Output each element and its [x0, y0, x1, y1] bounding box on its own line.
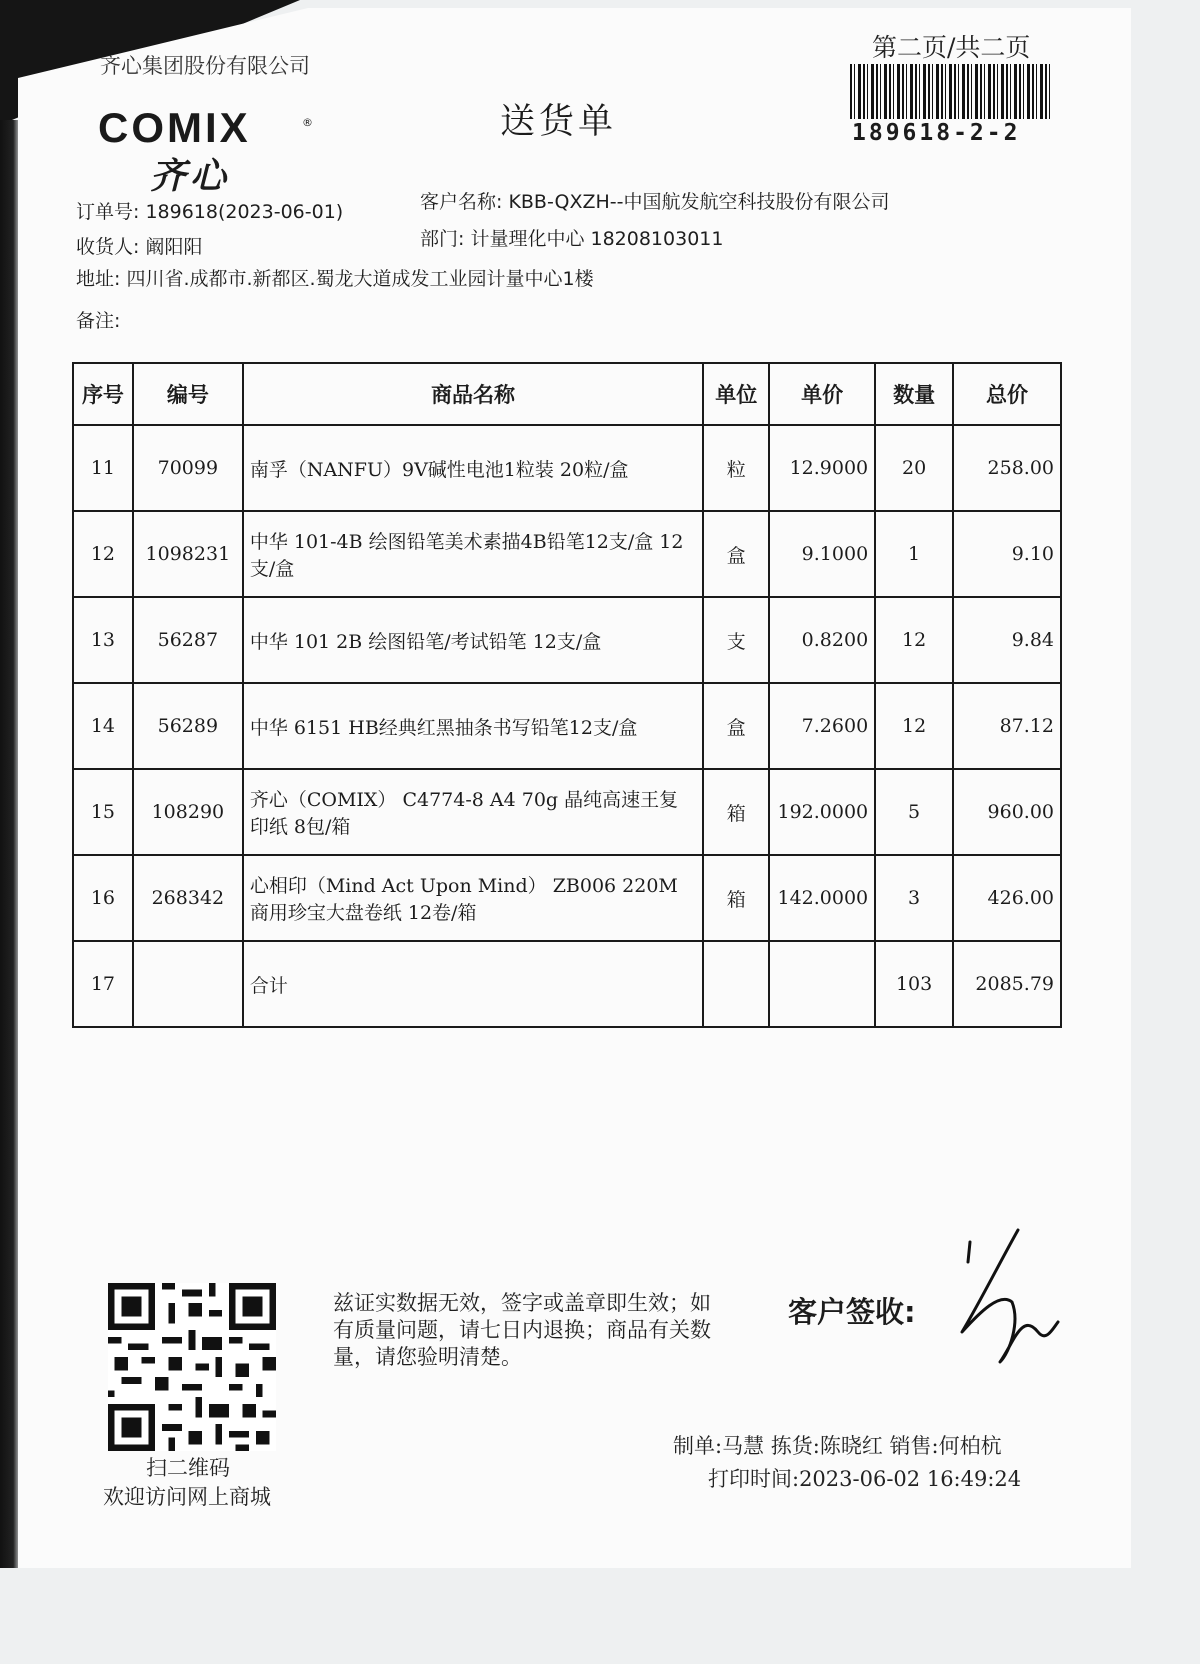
- cell-qty: 12: [875, 597, 953, 683]
- cell-unit: 盒: [703, 683, 769, 769]
- staff-line: 制单:马慧 拣货:陈晓红 销售:何柏杭: [673, 1434, 1002, 1458]
- cell-unit: 箱: [703, 769, 769, 855]
- cell-code: 56289: [133, 683, 243, 769]
- table-row: [73, 597, 1061, 683]
- cell-seq: 15: [73, 769, 133, 855]
- qr-code-icon: [108, 1283, 276, 1451]
- cell-qty: 3: [875, 855, 953, 941]
- cell-seq: 16: [73, 855, 133, 941]
- cell-code: 1098231: [133, 511, 243, 597]
- cell-name: 中华 6151 HB经典红黑抽条书写铅笔12支/盒: [243, 683, 703, 769]
- remark: 备注:: [76, 310, 121, 332]
- registered-mark-icon: ®: [302, 116, 313, 129]
- cell-qty: 5: [875, 769, 953, 855]
- cell-total: 87.12: [953, 683, 1061, 769]
- cell-total: 9.10: [953, 511, 1061, 597]
- cell-total: 426.00: [953, 855, 1061, 941]
- cell-qty: 20: [875, 425, 953, 511]
- cell-name: 合计: [243, 941, 703, 1027]
- document-title: 送货单: [500, 102, 618, 142]
- cell-qty: 1: [875, 511, 953, 597]
- cell-code: 268342: [133, 855, 243, 941]
- table-header-row: [73, 363, 1061, 425]
- cell-total: 9.84: [953, 597, 1061, 683]
- table-row: [73, 855, 1061, 941]
- order-number: 订单号: 189618(2023-06-01): [76, 201, 344, 223]
- cell-total: 960.00: [953, 769, 1061, 855]
- cell-code: 56287: [133, 597, 243, 683]
- barcode: [850, 64, 1050, 119]
- cell-name: 心相印（Mind Act Upon Mind） ZB006 220M 商用珍宝大盘卷纸 12卷/箱: [243, 855, 703, 941]
- signature-handwritten: [940, 1222, 1070, 1372]
- header-name: 商品名称: [243, 363, 703, 425]
- table-row: [73, 425, 1061, 511]
- cell-unit: 粒: [703, 425, 769, 511]
- cell-seq: 13: [73, 597, 133, 683]
- cell-name: 中华 101-4B 绘图铅笔美术素描4B铅笔12支/盒 12支/盒: [243, 511, 703, 597]
- cell-price: 192.0000: [769, 769, 875, 855]
- cell-qty: 103: [875, 941, 953, 1027]
- cell-name: 中华 101 2B 绘图铅笔/考试铅笔 12支/盒: [243, 597, 703, 683]
- address: 地址: 四川省.成都市.新都区.蜀龙大道成发工业园计量中心1楼: [76, 268, 594, 290]
- cell-price: 142.0000: [769, 855, 875, 941]
- cell-qty: 12: [875, 683, 953, 769]
- cell-total: 2085.79: [953, 941, 1061, 1027]
- cell-seq: 14: [73, 683, 133, 769]
- department: 部门: 计量理化中心 18208103011: [420, 228, 724, 250]
- receiver: 收货人: 阚阳阳: [76, 236, 203, 258]
- customer-name: 客户名称: KBB-QXZH--中国航发航空科技股份有限公司: [420, 191, 890, 213]
- cell-price: 0.8200: [769, 597, 875, 683]
- cell-total: 258.00: [953, 425, 1061, 511]
- header-unit: 单位: [703, 363, 769, 425]
- header-price: 单价: [769, 363, 875, 425]
- cell-price: 7.2600: [769, 683, 875, 769]
- cell-price: 9.1000: [769, 511, 875, 597]
- table-total-row: [73, 941, 1061, 1027]
- cell-code: [133, 941, 243, 1027]
- table-row: [73, 769, 1061, 855]
- table-row: [73, 683, 1061, 769]
- barcode-number: 189618-2-2: [852, 120, 1021, 146]
- cell-unit: [703, 941, 769, 1027]
- company-name: 齐心集团股份有限公司: [100, 54, 310, 78]
- cell-unit: 盒: [703, 511, 769, 597]
- qr-caption-scan: 扫二维码: [146, 1456, 230, 1480]
- customer-sign-label: 客户签收:: [788, 1295, 916, 1329]
- cell-unit: 支: [703, 597, 769, 683]
- cell-seq: 12: [73, 511, 133, 597]
- notice-text: 兹证实数据无效，签字或盖章即生效；如有质量问题，请七日内退换；商品有关数量，请您验明清楚。: [333, 1291, 711, 1369]
- cell-unit: 箱: [703, 855, 769, 941]
- cell-price: 12.9000: [769, 425, 875, 511]
- cell-code: 108290: [133, 769, 243, 855]
- logo-chinese: 齐心: [150, 156, 231, 197]
- logo-text: COMIX: [98, 104, 251, 151]
- cell-price: [769, 941, 875, 1027]
- header-qty: 数量: [875, 363, 953, 425]
- header-seq: 序号: [73, 363, 133, 425]
- qr-code: [108, 1283, 276, 1451]
- cell-code: 70099: [133, 425, 243, 511]
- header-total: 总价: [953, 363, 1061, 425]
- header-code: 编号: [133, 363, 243, 425]
- items-table: [72, 362, 1062, 1028]
- cell-seq: 11: [73, 425, 133, 511]
- cell-seq: 17: [73, 941, 133, 1027]
- cell-name: 齐心（COMIX） C4774-8 A4 70g 晶纯高速王复印纸 8包/箱: [243, 769, 703, 855]
- cell-name: 南孚（NANFU）9V碱性电池1粒装 20粒/盒: [243, 425, 703, 511]
- table-row: [73, 511, 1061, 597]
- page-info: 第二页/共二页: [872, 33, 1031, 62]
- qr-caption-mall: 欢迎访问网上商城: [103, 1485, 271, 1509]
- print-time: 打印时间:2023-06-02 16:49:24: [708, 1467, 1022, 1491]
